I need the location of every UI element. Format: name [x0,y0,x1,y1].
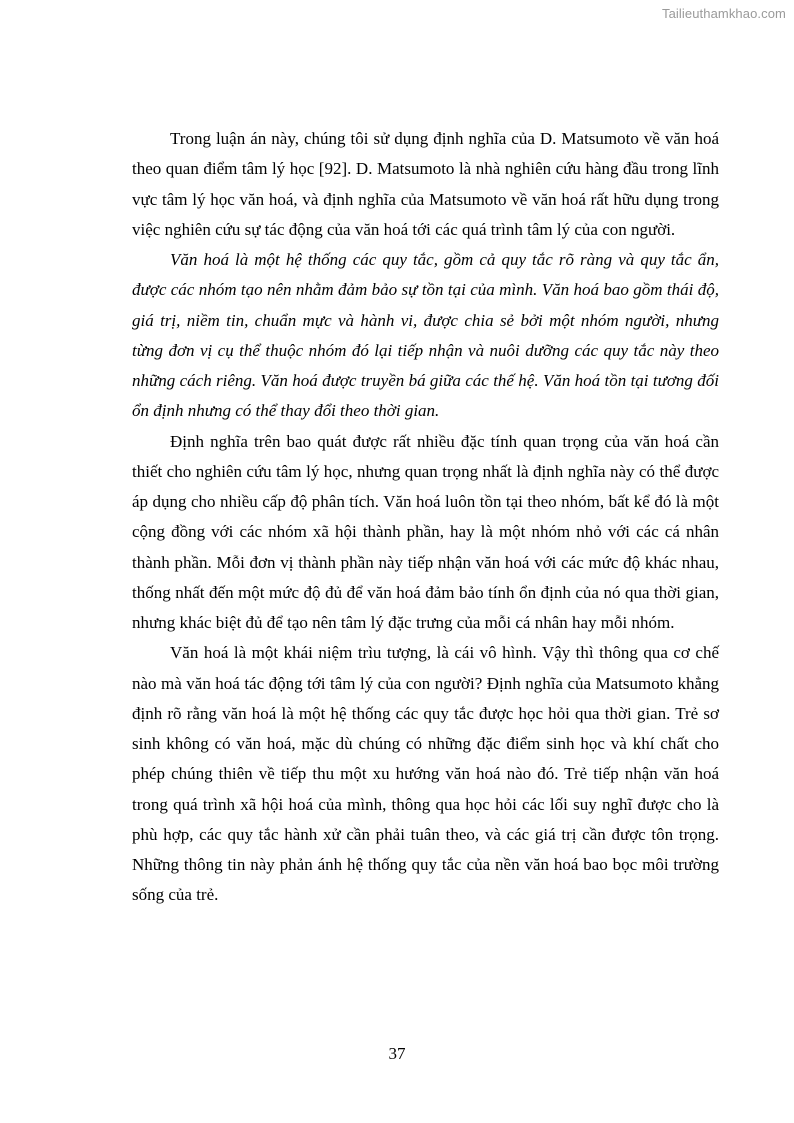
page-number: 37 [388,1044,406,1063]
page-body [132,124,719,911]
paragraph-mechanism: Văn hoá là một khái niệm trìu tượng, là cái vô hình. Vậy thì thông qua cơ chế nào mà văn hoá tác động tới tâm lý của con người? Định nghĩa của Matsumoto khẳng định rõ rằng văn hoá là một hệ thống các quy tắc được học hỏi qua thời gian. Trẻ sơ sinh không có văn hoá, mặc dù chúng có những đặc điểm sinh học và khí chất cho phép chúng thiên về tiếp thu một xu hướng văn hoá nào đó. Trẻ tiếp nhận văn hoá trong quá trình xã hội hoá của mình, thông qua học hỏi các lối suy nghĩ được cho là phù hợp, các quy tắc hành xử cần phải tuân theo, và các giá trị cần được tôn trọng. Những thông tin này phản ánh hệ thống quy tắc của nền văn hoá bao bọc môi trường sống của trẻ. [132,643,719,905]
watermark-text: Tailieuthamkhao.com [661,6,786,21]
paragraph-analysis: Định nghĩa trên bao quát được rất nhiều đặc tính quan trọng của văn hoá cần thiết cho nghiên cứu tâm lý học, nhưng quan trọng nhất là định nghĩa này có thể được áp dụng cho nhiều cấp độ phân tích. Văn hoá luôn tồn tại theo nhóm, bất kể đó là một cộng đồng với các nhóm xã hội thành phần, hay là một nhóm nhỏ với các cá nhân thành phần. Mỗi đơn vị thành phần này tiếp nhận văn hoá với các mức độ khác nhau, thống nhất đến một mức độ đủ để văn hoá đảm bảo tính ổn định của nó qua thời gian, nhưng khác biệt đủ để tạo nên tâm lý đặc trưng của mỗi cá nhân hay mỗi nhóm. [132,431,719,632]
paragraph-intro: Trong luận án này, chúng tôi sử dụng định nghĩa của D. Matsumoto về văn hoá theo quan điểm tâm lý học [92]. D. Matsumoto là nhà nghiên cứu hàng đầu trong lĩnh vực tâm lý học văn hoá, và định nghĩa của Matsumoto về văn hoá rất hữu dụng trong việc nghiên cứu sự tác động của văn hoá tới các quá trình tâm lý của con người. [132,129,719,239]
paragraph-definition-quote: Văn hoá là một hệ thống các quy tắc, gồm cả quy tắc rõ ràng và quy tắc ẩn, được các nhóm tạo nên nhằm đảm bảo sự tồn tại của mình. Văn hoá bao gồm thái độ, giá trị, niềm tin, chuẩn mực và hành vi, được chia sẻ bởi một nhóm người, nhưng từng đơn vị cụ thể thuộc nhóm đó lại tiếp nhận và nuôi dưỡng các quy tắc này theo những cách riêng. Văn hoá được truyền bá giữa các thế hệ. Văn hoá tồn tại tương đối ổn định nhưng có thể thay đổi theo thời gian. [132,250,719,421]
